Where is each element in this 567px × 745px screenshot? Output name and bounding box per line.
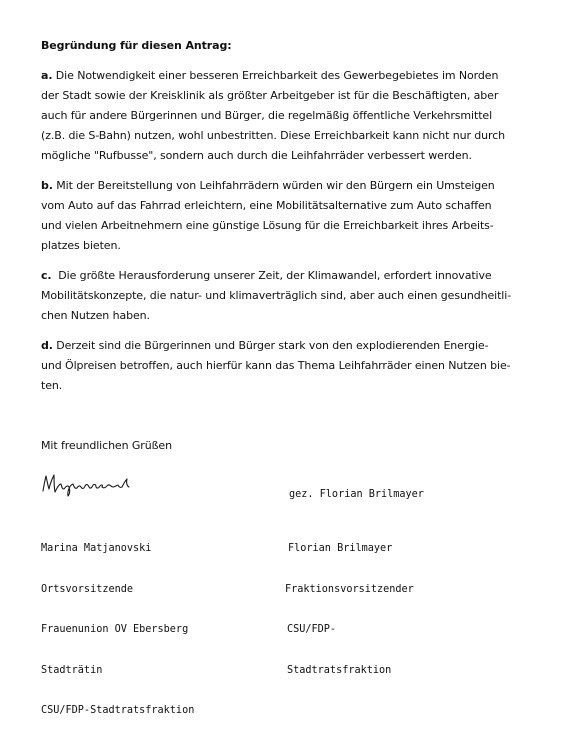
paragraph-b-marker: b. <box>41 179 53 192</box>
paragraph-c-text-1: Die größte Herausforderung unserer Zeit, der Klimawandel, erfordert innovative <box>51 269 492 282</box>
handwritten-signature <box>40 471 136 497</box>
paragraph-a-line-4: (z.B. die S-Bahn) nutzen, wohl unbestritten. Diese Erreichbarkeit kann nicht nur durch <box>41 129 506 142</box>
paragraph-d-line-2: und Ölpreisen betroffen, auch hierfür kann das Thema Leihfahrräder einen Nutzen bie- <box>41 359 511 372</box>
gez-signature-line: gez. Florian Brilmayer <box>289 489 424 500</box>
paragraph-a-line-5: mögliche "Rufbusse", sondern auch durch die Leihfahrräder verbessert werden. <box>41 149 472 162</box>
paragraph-b-line-3: und vielen Arbeitnehmern eine günstige Lösung für die Erreichbarkeit ihres Arbeits- <box>41 219 494 232</box>
signatory-right-name: Florian Brilmayer <box>288 543 393 554</box>
signatory-left-faction: CSU/FDP-Stadtratsfraktion <box>41 705 195 716</box>
paragraph-c-line-1 <box>41 266 525 286</box>
paragraph-d-marker: d. <box>41 339 53 352</box>
paragraph-a-line-3: auch für andere Bürgerinnen und Bürger, die regelmäßig öffentliche Verkehrsmittel <box>41 109 493 122</box>
paragraph-a-marker: a. <box>41 69 53 82</box>
signatory-right-party: CSU/FDP- <box>287 624 337 635</box>
signatory-left-name: Marina Matjanovski <box>41 543 152 554</box>
paragraph-d-text-1: Derzeit sind die Bürgerinnen und Bürger stark von den explodierenden Energie- <box>52 339 489 352</box>
paragraph-d-line-3: ten. <box>41 379 63 392</box>
paragraph-a-line-2: der Stadt sowie der Kreisklinik als größter Arbeitgeber ist für die Beschäftigten, aber <box>41 89 499 102</box>
signatory-right-faction: Stadtratsfraktion <box>287 664 392 676</box>
paragraph-a <box>41 66 525 166</box>
closing-greeting: Mit freundlichen Grüßen <box>41 439 172 452</box>
paragraph-c-line-3: chen Nutzen haben. <box>41 309 150 322</box>
document-heading: Begründung für diesen Antrag: <box>41 39 232 52</box>
signatory-left-block <box>41 515 194 745</box>
paragraph-a-text-1: Die Notwendigkeit einer besseren Erreichbarkeit des Gewerbegebietes im Norden <box>52 69 499 82</box>
signatory-left-role: Ortsvorsitzende <box>41 583 134 595</box>
paragraph-b-line-2: vom Auto auf das Fahrrad erleichtern, eine Mobilitätsalternative zum Auto schaffen <box>41 199 492 212</box>
signatory-right-block <box>285 515 414 704</box>
paragraph-a-line-1 <box>41 66 525 86</box>
paragraph-b-line-1 <box>41 176 525 196</box>
signatory-left-organization: Frauenunion OV Ebersberg <box>41 624 189 635</box>
signatory-right-role: Fraktionsvorsitzender <box>285 583 414 595</box>
paragraph-d <box>41 336 525 396</box>
paragraph-c <box>41 266 525 326</box>
paragraph-c-line-2: Mobilitätskonzepte, die natur- und klimaverträglich sind, aber auch einen gesundheitli- <box>41 289 512 302</box>
paragraph-d-line-1 <box>41 336 525 356</box>
paragraph-c-marker: c. <box>41 269 52 282</box>
paragraph-b-text-1: Mit der Bereitstellung von Leihfahrrädern würden wir den Bürgern ein Umsteigen <box>52 179 495 192</box>
paragraph-b-line-4: platzes bieten. <box>41 239 121 252</box>
paragraph-b <box>41 176 525 256</box>
signatory-left-office: Stadträtin <box>41 664 103 676</box>
